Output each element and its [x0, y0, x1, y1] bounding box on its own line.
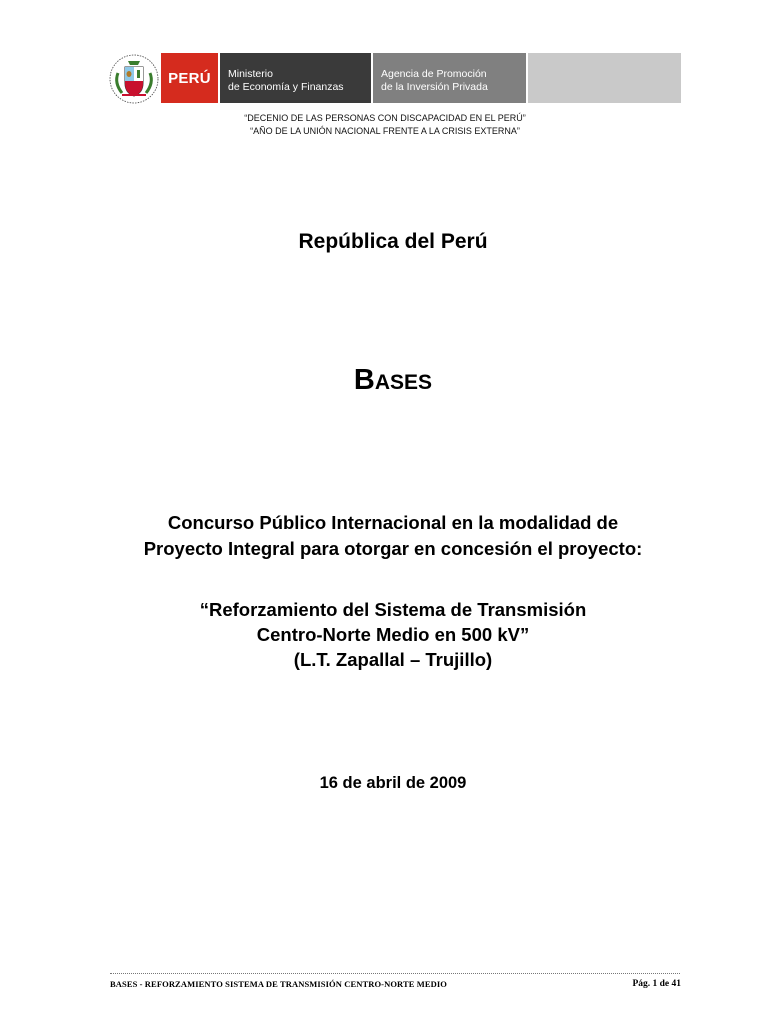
footer-divider [110, 973, 680, 974]
description-line-1: Concurso Público Internacional en la modalidad de [167, 512, 619, 533]
motto-line-1: “DECENIO DE LAS PERSONAS CON DISCAPACIDAD EN EL PERÚ” [244, 113, 526, 123]
peru-label: PERÚ [168, 69, 211, 87]
footer-document-name: BASES - REFORZAMIENTO SISTEMA DE TRANSMISIÓN CENTRO-NORTE MEDIO [110, 979, 448, 989]
mef-logo-block [220, 53, 371, 103]
mef-line-2: de Economía y Finanzas [228, 81, 344, 93]
document-title [0, 364, 770, 397]
description-line-2: Proyecto Integral para otorgar en concesión el proyecto: [143, 538, 643, 559]
motto-line-2: “AÑO DE LA UNIÓN NACIONAL FRENTE A LA CRISIS EXTERNA” [250, 126, 520, 136]
title-rest: ASES [374, 371, 433, 394]
proinversion-line-2: de la Inversión Privada [381, 81, 488, 93]
peru-brand-label [161, 53, 218, 103]
proinversion-line-1: Agencia de Promoción [381, 68, 487, 80]
project-line-2: Centro-Norte Medio en 500 kV” [256, 624, 530, 645]
project-line-1: “Reforzamiento del Sistema de Transmisión [199, 599, 587, 620]
country-heading: República del Perú [298, 230, 488, 253]
header-blank-block [528, 53, 681, 103]
peru-coat-of-arms-icon [108, 53, 160, 105]
project-line-3: (L.T. Zapallal – Trujillo) [293, 649, 493, 670]
footer-page-number: Pág. 1 de 41 [632, 979, 681, 989]
mef-line-1: Ministerio [228, 68, 273, 80]
document-date: 16 de abril de 2009 [319, 774, 467, 792]
title-first-letter: B [353, 364, 375, 396]
proinversion-logo-block [373, 53, 526, 103]
